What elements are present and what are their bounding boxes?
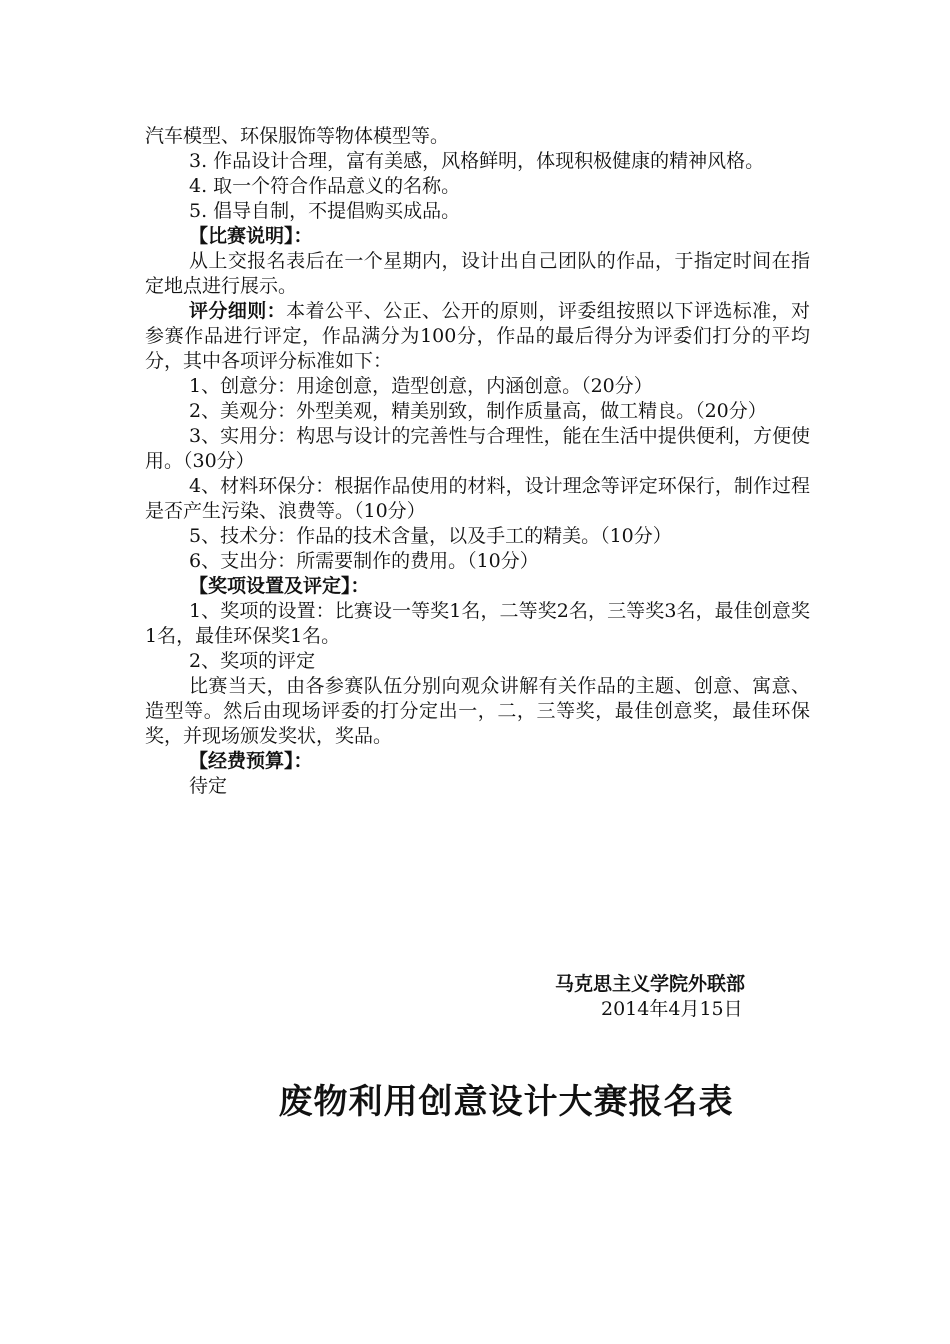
scoring-text: 本着公平、公正、公开的原则，评委组按照以下评选标准，对参赛作品进行评定，作品满分为100分，作品的最后得分为评委们打分的平均分，其中各项评分标准如下： (145, 300, 810, 372)
budget-text: 待定 (189, 775, 228, 797)
continued-line: 汽车模型、环保服饰等物体模型等。 (145, 125, 450, 147)
section-heading-budget: 【经费预算】： (189, 750, 313, 772)
signature-organization: 马克思主义学院外联部 (555, 973, 746, 995)
requirement-3: 3. 作品设计合理，富有美感，风格鲜明，体现积极健康的精神风格。 (189, 150, 765, 172)
signature-block (555, 972, 745, 1022)
awards-eval-paragraph: 比赛当天，由各参赛队伍分别向观众讲解有关作品的主题、创意、寓意、造型等。然后由现场评委的打分定出一，二，三等奖，最佳创意奖，最佳环保奖，并现场颁发奖状，奖品。 (145, 675, 810, 747)
form-title: 废物利用创意设计大赛报名表 (278, 1082, 734, 1122)
criterion-2: 2、美观分：外型美观，精美别致，制作质量高，做工精良。（20分） (189, 400, 767, 422)
scoring-label: 评分细则： (189, 300, 287, 322)
rules-paragraph: 从上交报名表后在一个星期内，设计出自己团队的作品，于指定时间在指定地点进行展示。 (145, 250, 810, 297)
criterion-6: 6、支出分：所需要制作的费用。（10分） (189, 550, 539, 572)
criterion-5: 5、技术分：作品的技术含量，以及手工的精美。（10分） (189, 525, 672, 547)
section-heading-awards: 【奖项设置及评定】： (189, 575, 370, 597)
requirement-5: 5. 倡导自制，不提倡购买成品。 (189, 200, 461, 222)
signature-date: 2014年4月15日 (601, 998, 743, 1020)
scoring-paragraph (145, 299, 810, 374)
criterion-4: 4、材料环保分：根据作品使用的材料，设计理念等评定环保行，制作过程是否产生污染、浪费等。（10分） (145, 475, 810, 522)
section-heading-rules: 【比赛说明】： (189, 225, 313, 247)
criterion-1: 1、创意分：用途创意，造型创意，内涵创意。（20分） (189, 375, 653, 397)
requirement-4: 4. 取一个符合作品意义的名称。 (189, 175, 461, 197)
document-body (145, 124, 810, 799)
awards-setup: 1、奖项的设置：比赛设一等奖1名，二等奖2名，三等奖3名，最佳创意奖1名，最佳环保奖1名。 (145, 600, 810, 647)
criterion-3: 3、实用分：构思与设计的完善性与合理性，能在生活中提供便利，方便使用。（30分） (145, 425, 810, 472)
awards-eval-heading: 2、奖项的评定 (189, 650, 316, 672)
